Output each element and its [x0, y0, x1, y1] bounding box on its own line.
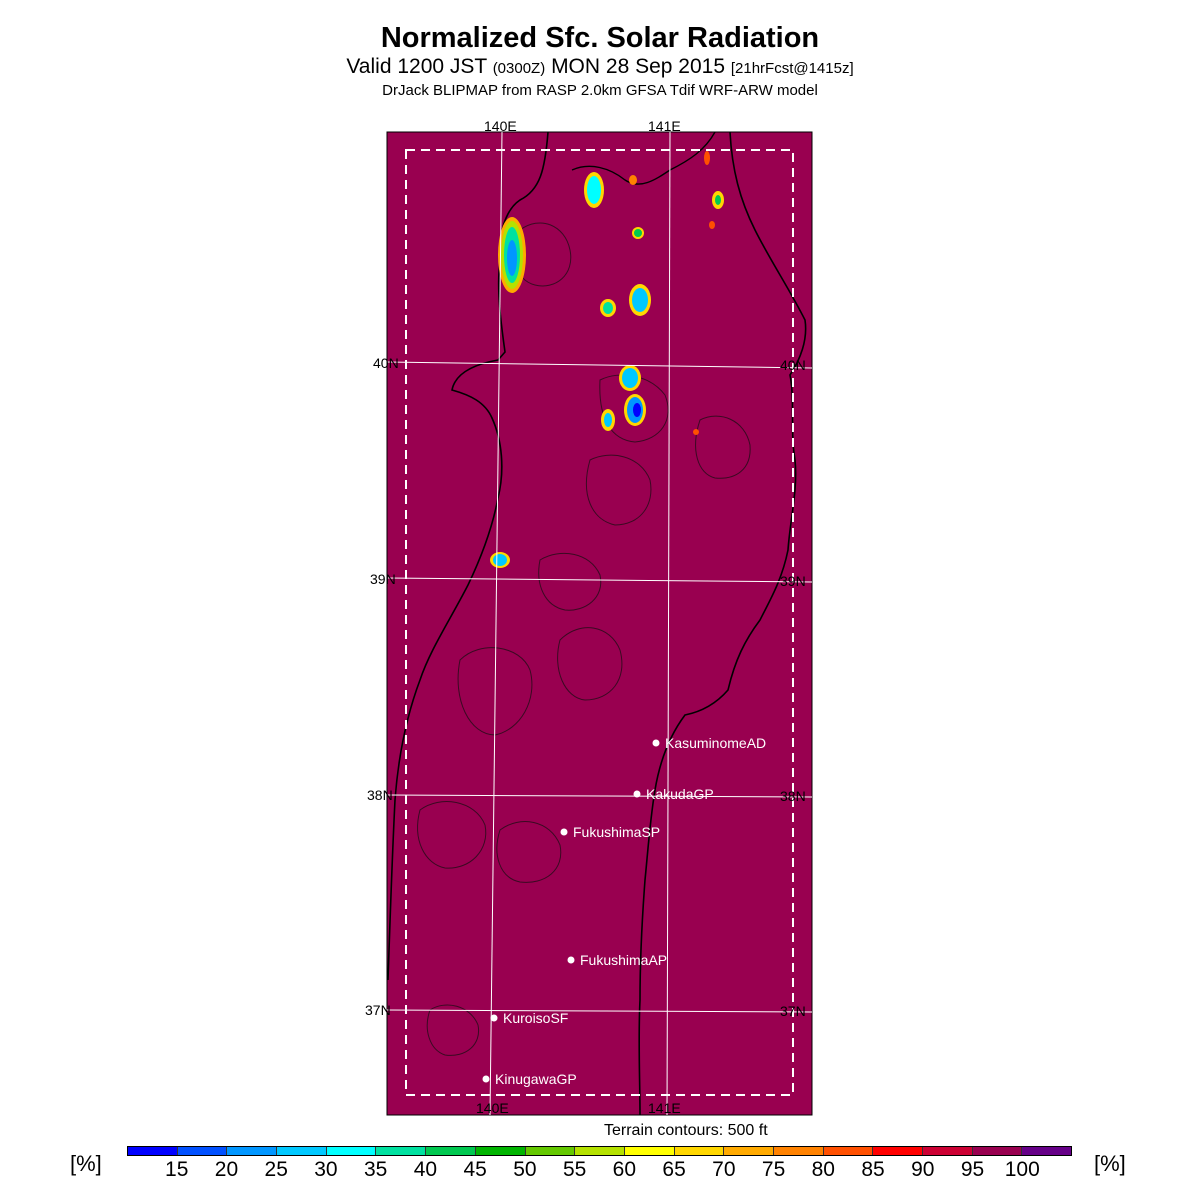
- colorbar-tick-label: 30: [314, 1158, 338, 1181]
- colorbar-cell: [327, 1147, 377, 1155]
- station-label: FukushimaSP: [573, 824, 661, 840]
- colorbar-tick-label: 80: [811, 1158, 835, 1181]
- station-kakudagp[interactable]: [634, 786, 714, 802]
- station-label: FukushimaAP: [580, 952, 668, 968]
- low-radiation-cell: [632, 288, 648, 312]
- lon-label-141e-top: 141E: [648, 118, 681, 134]
- colorbar-tick-label: 45: [463, 1158, 487, 1181]
- forecast-label: [21hrFcst@1415z]: [730, 60, 854, 77]
- low-radiation-cell: [622, 368, 638, 388]
- station-marker: [634, 791, 641, 798]
- low-radiation-cell: [493, 554, 507, 566]
- colorbar-cell: [227, 1147, 277, 1155]
- lat-label-37n-left: 37N: [365, 1002, 391, 1018]
- colorbar-tick-label: 85: [861, 1158, 885, 1181]
- colorbar-cell: [277, 1147, 327, 1155]
- lat-label-39n-right: 39N: [780, 573, 806, 589]
- colorbar-cell: [575, 1147, 625, 1155]
- colorbar-tick-label: 35: [363, 1158, 388, 1181]
- low-radiation-cell: [587, 176, 601, 204]
- colorbar-tick-label: 90: [911, 1158, 935, 1181]
- low-radiation-cell: [693, 429, 699, 435]
- colorbar-cell: [973, 1147, 1023, 1155]
- lat-label-40n-right: 40N: [780, 357, 806, 373]
- colorbar-tick-label: 20: [214, 1158, 239, 1181]
- colorbar-cell: [128, 1147, 178, 1155]
- colorbar-tick-label: 65: [662, 1158, 686, 1181]
- colorbar-cell: [774, 1147, 824, 1155]
- colorbar-cell: [426, 1147, 476, 1155]
- colorbar-cell: [675, 1147, 725, 1155]
- colorbar-tick-label: 15: [165, 1158, 189, 1181]
- lon-label-141e-bottom: 141E: [648, 1100, 681, 1116]
- chart-title: Normalized Sfc. Solar Radiation: [380, 22, 820, 54]
- colorbar-tick-label: 70: [712, 1158, 736, 1181]
- station-fukushimaap[interactable]: [568, 952, 668, 968]
- low-radiation-cell: [634, 229, 642, 237]
- colorbar-cell: [625, 1147, 675, 1155]
- station-marker: [653, 740, 660, 747]
- colorbar-cell: [923, 1147, 973, 1155]
- colorbar-tick-label: 40: [413, 1158, 438, 1181]
- station-kuroisosf[interactable]: [491, 1010, 569, 1026]
- terrain-contour-note: Terrain contours: 500 ft: [604, 1122, 768, 1139]
- valid-label: Valid 1200 JST: [346, 55, 487, 78]
- low-radiation-cell: [629, 175, 637, 185]
- colorbar-unit-right: [%]: [1094, 1151, 1126, 1176]
- colorbar-cell: [476, 1147, 526, 1155]
- low-radiation-cell: [633, 403, 641, 417]
- utc-label: (0300Z): [492, 60, 546, 77]
- station-marker: [483, 1076, 490, 1083]
- station-label: KasuminomeAD: [665, 735, 767, 751]
- low-radiation-cell: [709, 221, 715, 229]
- station-label: KakudaGP: [646, 786, 714, 802]
- station-marker: [491, 1015, 498, 1022]
- colorbar-cell: [873, 1147, 923, 1155]
- lat-label-37n-right: 37N: [780, 1003, 806, 1019]
- low-radiation-cell: [715, 195, 721, 205]
- station-label: KuroisoSF: [503, 1010, 569, 1026]
- date-label: MON 28 Sep 2015: [551, 55, 725, 78]
- colorbar-cell: [824, 1147, 874, 1155]
- low-radiation-cell: [603, 302, 613, 314]
- model-line: DrJack BLIPMAP from RASP 2.0km GFSA Tdif WRF-ARW model: [382, 82, 818, 99]
- colorbar-cell: [178, 1147, 228, 1155]
- station-kinugawagp[interactable]: [483, 1071, 577, 1087]
- station-marker: [568, 957, 575, 964]
- lat-label-39n-left: 39N: [370, 571, 396, 587]
- station-label: KinugawaGP: [495, 1071, 577, 1087]
- low-radiation-cell: [507, 240, 517, 276]
- lat-label-38n-right: 38N: [780, 788, 806, 804]
- colorbar-tick-label: 95: [960, 1158, 985, 1181]
- colorbar-tick-label: 25: [264, 1158, 288, 1181]
- station-marker: [561, 829, 568, 836]
- colorbar-cell: [376, 1147, 426, 1155]
- colorbar-unit-left: [%]: [70, 1151, 102, 1176]
- low-radiation-cell: [704, 151, 710, 165]
- colorbar-cell: [526, 1147, 576, 1155]
- lon-label-140e-top: 140E: [484, 118, 517, 134]
- colorbar: [127, 1146, 1072, 1156]
- lat-label-38n-left: 38N: [367, 787, 393, 803]
- colorbar-tick-label: 55: [562, 1158, 587, 1181]
- lat-label-40n-left: 40N: [373, 355, 399, 371]
- low-radiation-cell: [604, 413, 612, 427]
- station-kasuminomead[interactable]: [653, 735, 767, 751]
- colorbar-tick-label: 75: [761, 1158, 786, 1181]
- colorbar-tick-label: 60: [612, 1158, 637, 1181]
- station-fukushimasp[interactable]: [561, 824, 661, 840]
- colorbar-tick-label: 50: [513, 1158, 537, 1181]
- colorbar-cell: [1022, 1147, 1071, 1155]
- colorbar-tick-label: 100: [1004, 1158, 1040, 1181]
- colorbar-cell: [724, 1147, 774, 1155]
- lon-label-140e-bottom: 140E: [476, 1100, 509, 1116]
